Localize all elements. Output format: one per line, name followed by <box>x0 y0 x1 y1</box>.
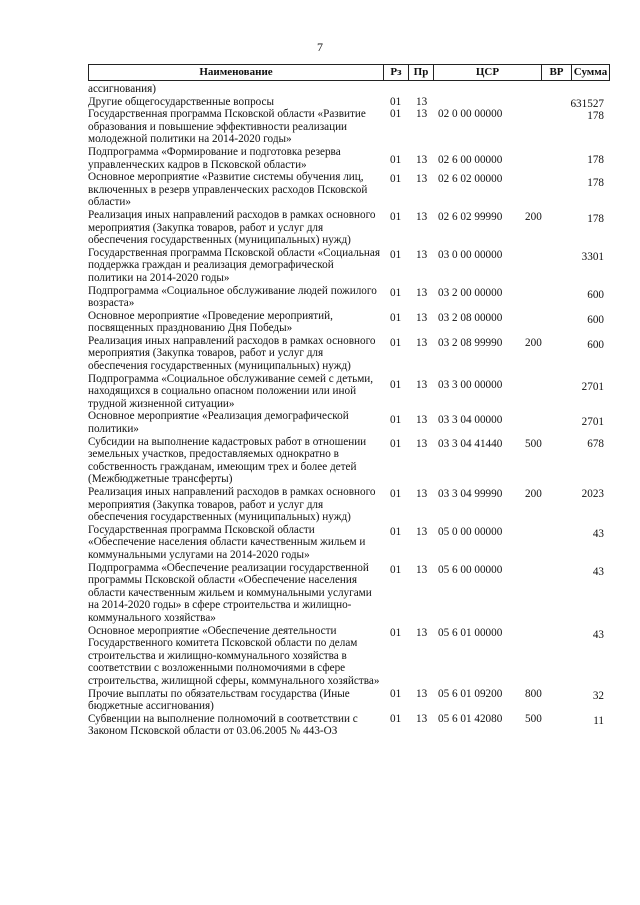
row-name: Основное мероприятие «Проведение мероприятий, посвященных празднованию Дня Победы» <box>88 309 333 335</box>
row-csr: 05 0 00 00000 <box>438 525 503 538</box>
row-csr: 02 6 00 00000 <box>438 153 503 166</box>
row-pr: 13 <box>416 687 428 700</box>
row-pr: 13 <box>416 437 428 450</box>
row-vr: 200 <box>525 488 542 500</box>
row-name: Подпрограмма «Обеспечение реализации государственной программы Псковской области «Обеспечение населения области качественным жильем и коммунальными услугами на 2014-2020 годы» в сфере строительства и жилищно-коммунального хозяйства» <box>88 561 372 624</box>
row-sum: 178 <box>587 153 604 166</box>
table-header <box>88 64 610 81</box>
row-sum: 678 <box>587 437 604 450</box>
row-pr: 13 <box>416 563 428 576</box>
row-rz: 01 <box>390 153 402 166</box>
row-rz: 01 <box>390 626 402 639</box>
row-rz: 01 <box>390 311 402 324</box>
table-row <box>88 171 610 209</box>
row-name: Основное мероприятие «Обеспечение деятельности Государственного комитета Псковской области по делам строительства и жилищно-коммунального хозяйства в соответствии с возложенными полномочиями в сфере строительства, жилищной сферы, коммунального хозяйства» <box>88 624 380 687</box>
row-rz: 01 <box>390 687 402 700</box>
table-row <box>88 335 610 373</box>
table-row <box>88 373 610 411</box>
row-csr: 02 6 02 99990 <box>438 210 503 223</box>
row-sum: 43 <box>592 628 604 641</box>
row-name: Реализация иных направлений расходов в рамках основного мероприятия (Закупка товаров, работ и услуг для обеспечения государственных (муниципальных) нужд) <box>88 334 376 373</box>
row-name: Государственная программа Псковской области «Обеспечение населения области качественным жильем и коммунальными услугами на 2014-2020 годы» <box>88 523 366 561</box>
row-rz: 01 <box>390 210 402 223</box>
row-vr: 200 <box>525 210 542 223</box>
row-name: Подпрограмма «Социальное обслуживание семей с детьми, находящихся в социально опасном положении или иной трудной жизненной ситуации» <box>88 372 374 410</box>
row-pr: 13 <box>416 173 428 186</box>
header-csr: ЦСР <box>433 65 541 80</box>
row-rz: 01 <box>390 563 402 576</box>
row-sum: 600 <box>587 288 604 301</box>
row-sum: 2701 <box>581 380 604 393</box>
row-csr: 03 3 04 00000 <box>438 414 503 427</box>
row-sum: 600 <box>587 338 604 351</box>
row-rz: 01 <box>390 336 402 349</box>
row-pr: 13 <box>416 712 428 725</box>
row-csr: 03 3 00 00000 <box>438 378 503 391</box>
table-row <box>88 524 610 562</box>
row-vr: 800 <box>525 687 542 700</box>
row-pr: 13 <box>416 95 428 108</box>
row-vr: 500 <box>525 712 542 725</box>
row-name: Основное мероприятие «Реализация демографической политики» <box>88 410 349 436</box>
table-row <box>88 688 610 713</box>
row-rz: 01 <box>390 525 402 538</box>
row-csr: 05 6 01 42080 <box>438 712 503 725</box>
row-pr: 13 <box>416 336 428 349</box>
table-row <box>88 247 610 285</box>
header-pr: Пр <box>408 65 433 80</box>
table-row <box>88 285 610 310</box>
row-csr: 03 2 00 00000 <box>438 286 503 299</box>
table-row <box>88 83 610 96</box>
row-name: Реализация иных направлений расходов в рамках основного мероприятия (Закупка товаров, работ и услуг для обеспечения государственных (муниципальных) нужд) <box>88 486 376 524</box>
row-rz: 01 <box>390 173 402 186</box>
table-row <box>88 209 610 247</box>
row-csr: 02 6 02 00000 <box>438 173 503 186</box>
row-sum: 631527 <box>570 97 604 110</box>
row-sum: 11 <box>593 714 604 727</box>
row-csr: 03 2 08 99990 <box>438 336 503 349</box>
table-row <box>88 436 610 486</box>
row-pr: 13 <box>416 248 428 261</box>
row-rz: 01 <box>390 488 402 500</box>
page-number: 7 <box>317 40 323 54</box>
row-name: ассигнования) <box>88 83 156 95</box>
row-sum: 43 <box>592 565 604 578</box>
row-pr: 13 <box>416 153 428 166</box>
row-pr: 13 <box>416 378 428 391</box>
row-rz: 01 <box>390 95 402 108</box>
row-pr: 13 <box>416 108 428 121</box>
table-row <box>88 713 610 738</box>
budget-table-body <box>88 83 610 738</box>
header-name: Наименование <box>199 66 273 78</box>
row-pr: 13 <box>416 488 428 500</box>
row-rz: 01 <box>390 108 402 121</box>
row-pr: 13 <box>416 626 428 639</box>
row-pr: 13 <box>416 311 428 324</box>
header-sum: Сумма <box>571 65 609 80</box>
row-csr: 02 0 00 00000 <box>438 108 503 121</box>
table-row <box>88 108 610 146</box>
row-rz: 01 <box>390 378 402 391</box>
table-row <box>88 625 610 688</box>
row-csr: 03 3 04 41440 <box>438 437 503 450</box>
table-row <box>88 410 610 435</box>
row-sum: 32 <box>592 689 604 702</box>
row-sum: 3301 <box>581 250 604 263</box>
table-row <box>88 96 610 109</box>
table-row <box>88 486 610 524</box>
row-sum: 178 <box>587 212 604 225</box>
row-name: Государственная программа Псковской области «Социальная поддержка граждан и реализация демографической политики на 2014-2020 годы» <box>88 246 380 284</box>
row-name: Подпрограмма «Социальное обслуживание людей пожилого возраста» <box>88 284 377 310</box>
row-csr: 03 2 08 00000 <box>438 311 503 324</box>
row-sum: 600 <box>587 313 604 326</box>
row-sum: 2023 <box>581 488 604 500</box>
header-vr: ВР <box>541 65 571 80</box>
row-name: Прочие выплаты по обязательствам государства (Иные бюджетные ассигнования) <box>88 687 350 713</box>
row-csr: 03 0 00 00000 <box>438 248 503 261</box>
row-pr: 13 <box>416 286 428 299</box>
row-name: Основное мероприятие «Развитие системы обучения лиц, включенных в резерв управленческих расходов Псковской области» <box>88 171 368 209</box>
row-sum: 178 <box>587 177 604 190</box>
row-sum: 2701 <box>581 416 604 429</box>
row-name: Реализация иных направлений расходов в рамках основного мероприятия (Закупка товаров, работ и услуг для обеспечения государственных (муниципальных) нужд) <box>88 208 376 247</box>
row-csr: 05 6 01 00000 <box>438 626 503 639</box>
row-sum: 43 <box>592 527 604 540</box>
row-csr: 05 6 00 00000 <box>438 563 503 576</box>
row-vr: 200 <box>525 336 542 349</box>
row-pr: 13 <box>416 525 428 538</box>
row-rz: 01 <box>390 414 402 427</box>
row-sum: 178 <box>587 110 604 123</box>
header-rz: Рз <box>383 65 408 80</box>
row-csr: 03 3 04 99990 <box>438 488 503 500</box>
row-vr: 500 <box>525 437 542 450</box>
row-name: Подпрограмма «Формирование и подготовка резерва управленческих кадров в Псковской области» <box>88 145 341 171</box>
row-rz: 01 <box>390 286 402 299</box>
row-rz: 01 <box>390 248 402 261</box>
row-pr: 13 <box>416 210 428 223</box>
row-name: Субвенции на выполнение полномочий в соответствии с Законом Псковской области от 03.06.2005 № 443-ОЗ <box>88 712 358 738</box>
table-row <box>88 310 610 335</box>
row-rz: 01 <box>390 437 402 450</box>
row-name: Государственная программа Псковской области «Развитие образования и повышение эффективности реализации молодежной политики на 2014-2020 годы» <box>88 108 366 146</box>
row-name: Субсидии на выполнение кадастровых работ в отношении земельных участков, предоставляемых однократно в собственность гражданам, имеющим трех и более детей (Межбюджетные трансферты) <box>88 435 367 486</box>
table-row <box>88 146 610 171</box>
row-pr: 13 <box>416 414 428 427</box>
row-name: Другие общегосударственные вопросы <box>88 95 275 108</box>
row-rz: 01 <box>390 712 402 725</box>
table-row <box>88 562 610 625</box>
row-csr: 05 6 01 09200 <box>438 687 503 700</box>
